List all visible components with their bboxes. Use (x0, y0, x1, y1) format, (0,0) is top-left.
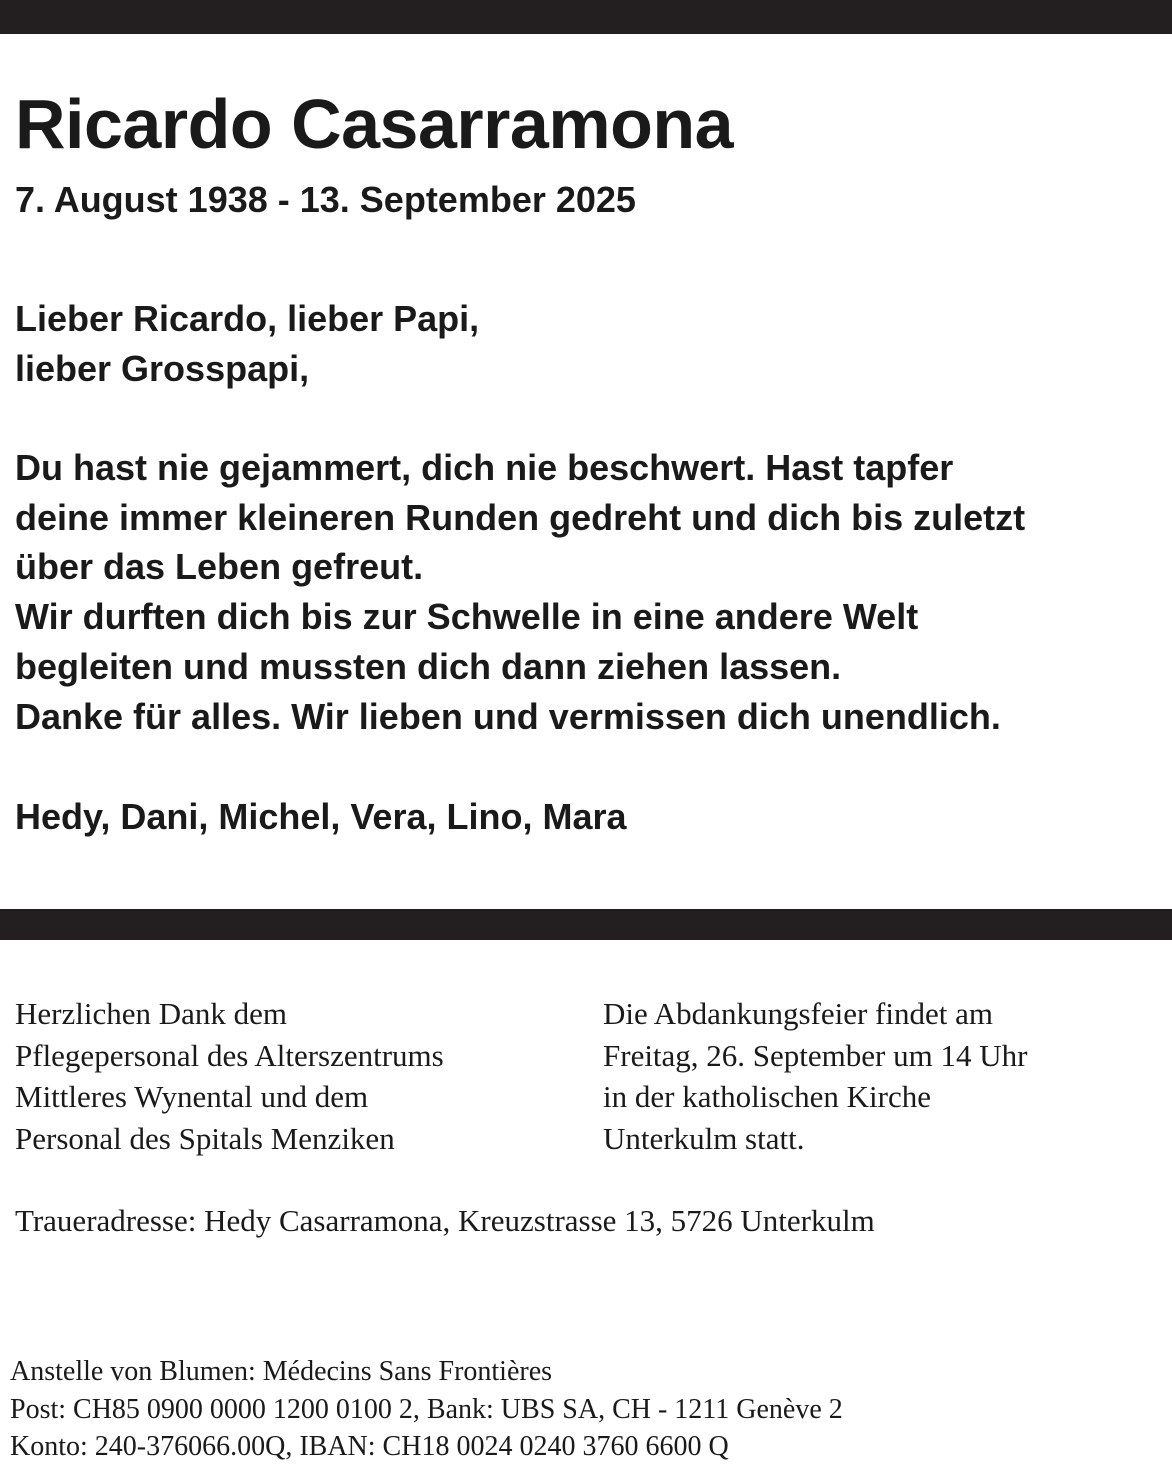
message-line: begleiten und mussten dich dann ziehen lassen. (15, 645, 842, 687)
thanks-line: Personal des Spitals Menziken (15, 1120, 395, 1156)
family-signatures (15, 792, 627, 842)
donation-line: Post: CH85 0900 0000 1200 0100 2, Bank: UBS SA, CH - 1211 Genève 2 (10, 1393, 843, 1425)
donation-line: Anstelle von Blumen: Médecins Sans Frontières (10, 1356, 553, 1387)
thanks-line: Herzlichen Dank dem (15, 996, 287, 1031)
deceased-name: Ricardo Casarramona (15, 85, 734, 163)
farewell-message (15, 443, 1025, 741)
thanks-note (15, 993, 444, 1159)
donation-info (10, 1353, 843, 1466)
address-line: Traueradresse: Hedy Casarramona, Kreuzstrasse 13, 5726 Unterkulm (15, 1203, 875, 1238)
life-dates: 7. August 1938 - 13. September 2025 (15, 179, 636, 220)
donation-line: Konto: 240-376066.00Q, IBAN: CH18 0024 0240 3760 6600 Q (10, 1431, 729, 1462)
salutation-line: lieber Grosspapi, (15, 347, 310, 389)
message-line: Wir durften dich bis zur Schwelle in eine andere Welt (15, 596, 919, 638)
salutation-line: Lieber Ricardo, lieber Papi, (15, 298, 480, 339)
message-line: Du hast nie gejammert, dich nie beschwert. Hast tapfer (15, 447, 954, 488)
service-line: Unterkulm statt. (603, 1120, 805, 1156)
funeral-service-info (603, 993, 1027, 1159)
thanks-line: Pflegepersonal des Alterszentrums (15, 1037, 444, 1073)
thanks-line: Mittleres Wynental und dem (15, 1079, 369, 1114)
top-border-bar (0, 0, 1172, 34)
message-line: über das Leben gefreut. (15, 546, 424, 588)
mourning-address (15, 1200, 875, 1242)
message-line: deine immer kleineren Runden gedreht und dich bis zuletzt (15, 496, 1026, 538)
message-line: Danke für alles. Wir lieben und vermissen dich unendlich. (15, 695, 1001, 737)
signature-line: Hedy, Dani, Michel, Vera, Lino, Mara (15, 796, 627, 837)
salutation (15, 294, 479, 393)
section-divider-bar (0, 909, 1172, 940)
service-line: Freitag, 26. September um 14 Uhr (603, 1037, 1028, 1073)
service-line: Die Abdankungsfeier findet am (603, 996, 993, 1031)
service-line: in der katholischen Kirche (603, 1079, 931, 1114)
